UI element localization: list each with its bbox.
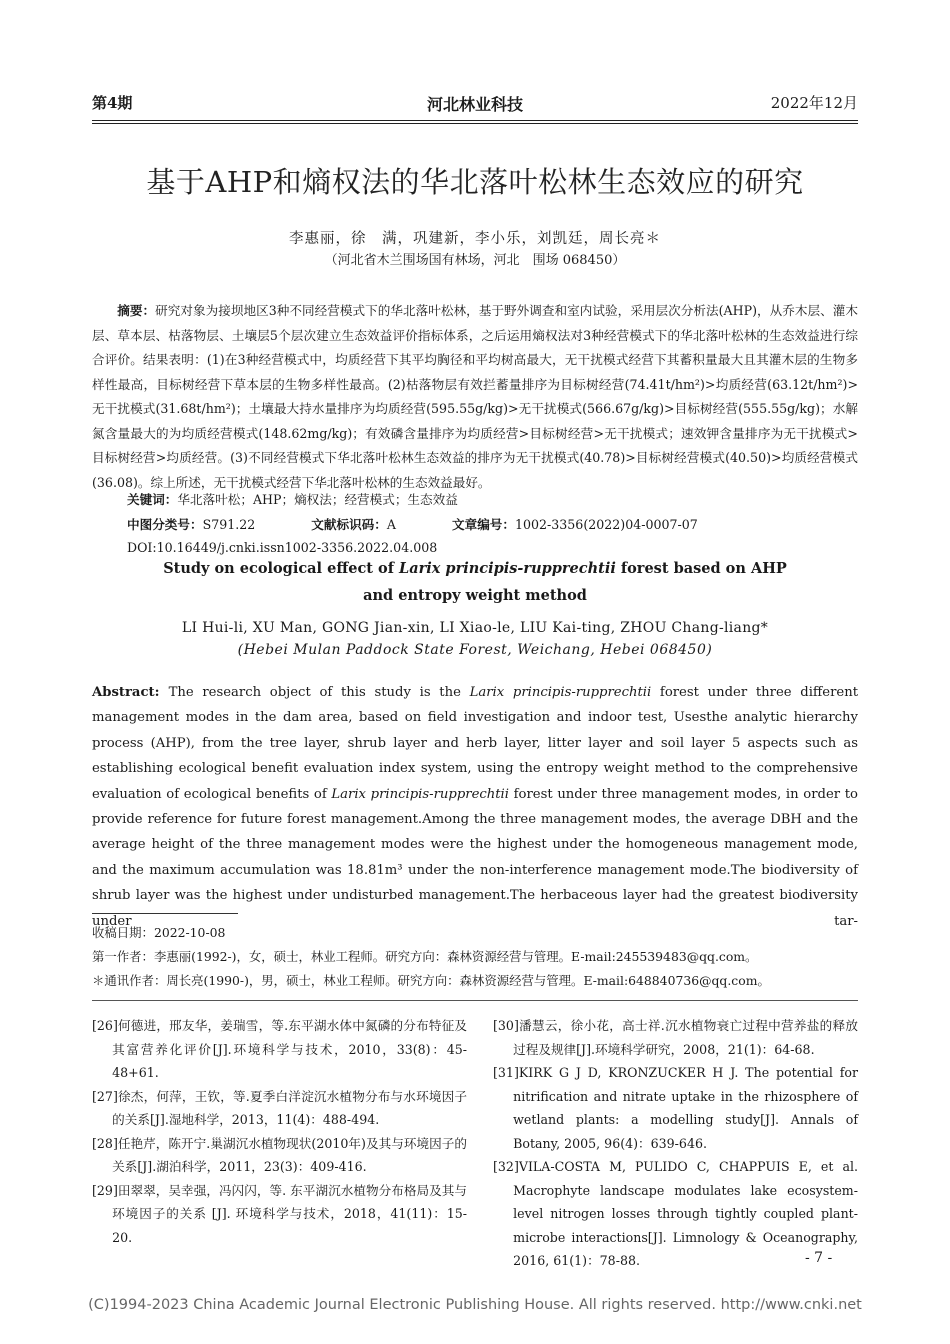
affiliation-en [0,642,950,658]
title-en-part2: forest based on AHP [615,560,787,577]
affiliation-en-text: (Hebei Mulan Paddock State Forest, Weichang, Hebei 068450) [237,642,713,658]
title-en-part1: Study on ecological effect of [163,560,399,577]
reference-item: [29]田翠翠，吴幸强，冯闪闪，等. 东平湖沉水植物分布格局及其与环境因子的关系 [J]. 环境科学与技术，2018，41(11)：15-20. [92,1182,467,1245]
authors-en: LI Hui-li, XU Man, GONG Jian-xin, LI Xiao-le, LIU Kai-ting, ZHOU Chang-liang* [181,620,769,636]
paper-title-cn: 基于AHP和熵权法的华北落叶松林生态效应的研究 [146,165,804,199]
abstract-en-species-2: Larix principis-rupprechtii [331,786,509,802]
footnote-corresponding: ＊通讯作者：周长亮(1990-)，男，硕士，林业工程师。研究方向：森林资源经营与管理。E-mail:648840736@qq.com。 [92,973,770,988]
abstract-en-text-1: The research object of this study is the [168,685,470,700]
article-no-label: 文章编号： [452,517,515,532]
doc-code-label: 文献标识码： [311,517,387,532]
affiliation-cn: （河北省木兰围场国有林场，河北 围场 068450） [324,253,626,268]
abstract-en-text-3: forest under three management modes, in order to provide reference for future forest management.Among the three management modes, the average DBH and the average height of the three management modes were the highest under the homogeneous management mode, and the maximum accumulation was 18.81m³ under the non-interference management mode.The biodiversity of shrub layer was the highest under undisturbed management.The herbaceous layer had the greatest biodiversity under tar- [92,786,858,929]
keywords-text: 华北落叶松；AHP；熵权法；经营模式；生态效益 [177,492,458,507]
reference-item: [26]何德进，邢友华，姜瑞雪，等.东平湖水体中氮磷的分布特征及其富营养化评价[J].环境科学与技术，2010，33(8)：45-48+61. [92,1018,467,1080]
abstract-en-label: Abstract: [92,685,169,700]
abstract-cn-label: 摘要： [117,303,156,318]
title-en-species: Larix principis-rupprechtii [399,560,616,577]
clc-label: 中图分类号： [127,517,203,532]
page-number: - 7 - [805,1250,833,1266]
authors-cn: 李惠丽，徐 满，巩建新，李小乐，刘凯廷，周长亮＊ [289,231,661,247]
reference-item: [32]VILA-COSTA M, PULIDO C, CHAPPUIS E, et al. Macrophyte landscape modulates lake ecosystem-level nitrogen losses through tightly coupled plant-microbe interactions[J]. Limnology & Oceanography, 2016, 61(1)：78-88. [493,1159,858,1268]
reference-item: [27]徐杰，何萍，王钦，等.夏季白洋淀沉水植物分布与水环境因子的关系[J].湿地科学，2013，11(4)：488-494. [92,1088,467,1127]
abstract-en-text-2: forest under three different management modes in the dam area, based on field investigation and indoor test, Usesthe analytic hierarchy process (AHP), from the tree layer, shrub layer and herb layer, litter layer and soil layer 5 aspects such as establishing ecological benefit evaluation index system, using the entropy weight method to the comprehensive evaluation of ecological benefits of [92,685,859,802]
journal-name: 河北林业科技 [426,95,523,114]
copyright-footer: (C)1994-2023 China Academic Journal Electronic Publishing House. All rights reserved. http://www.cnki.net [88,1297,862,1313]
footnote-first-author: 第一作者：李惠丽(1992-)，女，硕士，林业工程师。研究方向：森林资源经营与管理。E-mail:245539483@qq.com。 [92,949,758,964]
abstract-cn-text: 研究对象为接坝地区3种不同经营模式下的华北落叶松林，基于野外调查和室内试验，采用层次分析法(AHP)，从乔木层、灌木层、草本层、枯落物层、土壤层5个层次建立生态效益评价指标体系，之后运用熵权法对3种经营模式下的华北落叶松林的生态效益进行综合评价。结果表明：(1)在3种经营模式中，均质经营下其平均胸径和平均树高最大，无干扰模式经营下其蓄积量最大且其灌木层的生物多样性最高，目标树经营下草本层的生物多样性最高。(2)枯落物层有效拦蓄量排序为目标树经营(74.41t/hm²)>均质经营(63.12t/hm²)>无干扰模式(31.68t/hm²)；土壤最大持水量排序为均质经营(595.55g/kg)>无干扰模式(566.67g/kg)>目标树经营(555.55g/kg)；水解氮含量最大的为均质经营模式(148.62mg/kg)；有效磷含量排序为均质经营>目标树经营>无干扰模式；速效钾含量排序为无干扰模式>目标树经营>均质经营。(3)不同经营模式下华北落叶松林生态效益的排序为无干扰模式(40.78)>目标树经营模式(40.50)>均质经营模式(36.08)。综上所述，无干扰模式经营下华北落叶松林的生态效益最好。 [92,303,859,490]
reference-item: [28]任艳芹，陈开宁.巢湖沉水植物现状(2010年)及其与环境因子的关系[J].湖泊科学，2011，23(3)：409-416. [92,1135,467,1174]
section-rule [92,1000,858,1001]
abstract-cn [92,299,858,495]
issue-number: 第4期 [92,94,133,112]
header-rule-thin [92,123,858,124]
keywords-label: 关键词： [127,492,178,507]
article-no-value: 1002-3356(2022)04-0007-07 [514,517,698,532]
title-en-line2: and entropy weight method [363,587,587,604]
reference-item: [30]潘慧云，徐小花，高士祥.沉水植物衰亡过程中营养盐的释放过程及规律[J].环境科学研究，2008，21(1)：64-68. [493,1018,858,1057]
references-right-column [493,1014,858,1273]
paper-title-en [0,555,950,609]
classification-line [127,514,698,533]
doc-code-value: A [386,517,396,532]
header-rule [92,120,858,121]
reference-item: [31]KIRK G J D, KRONZUCKER H J. The potential for nitrification and nitrate uptake in the rhizosphere of wetland plants: a modelling study[J]. Annals of Botany, 2005, 96(4)：639-646. [493,1065,858,1151]
clc-value: S791.22 [202,517,256,532]
keywords-cn [127,489,458,508]
doi: DOI:10.16449/j.cnki.issn1002-3356.2022.04.008 [127,540,438,555]
references-left-column [92,1014,467,1249]
abstract-en-species-1: Larix principis-rupprechtii [469,685,652,700]
footnote-rule [92,913,238,914]
issue-date: 2022年12月 [770,94,858,112]
abstract-en [92,680,858,934]
footnote-received: 收稿日期：2022-10-08 [92,925,226,940]
